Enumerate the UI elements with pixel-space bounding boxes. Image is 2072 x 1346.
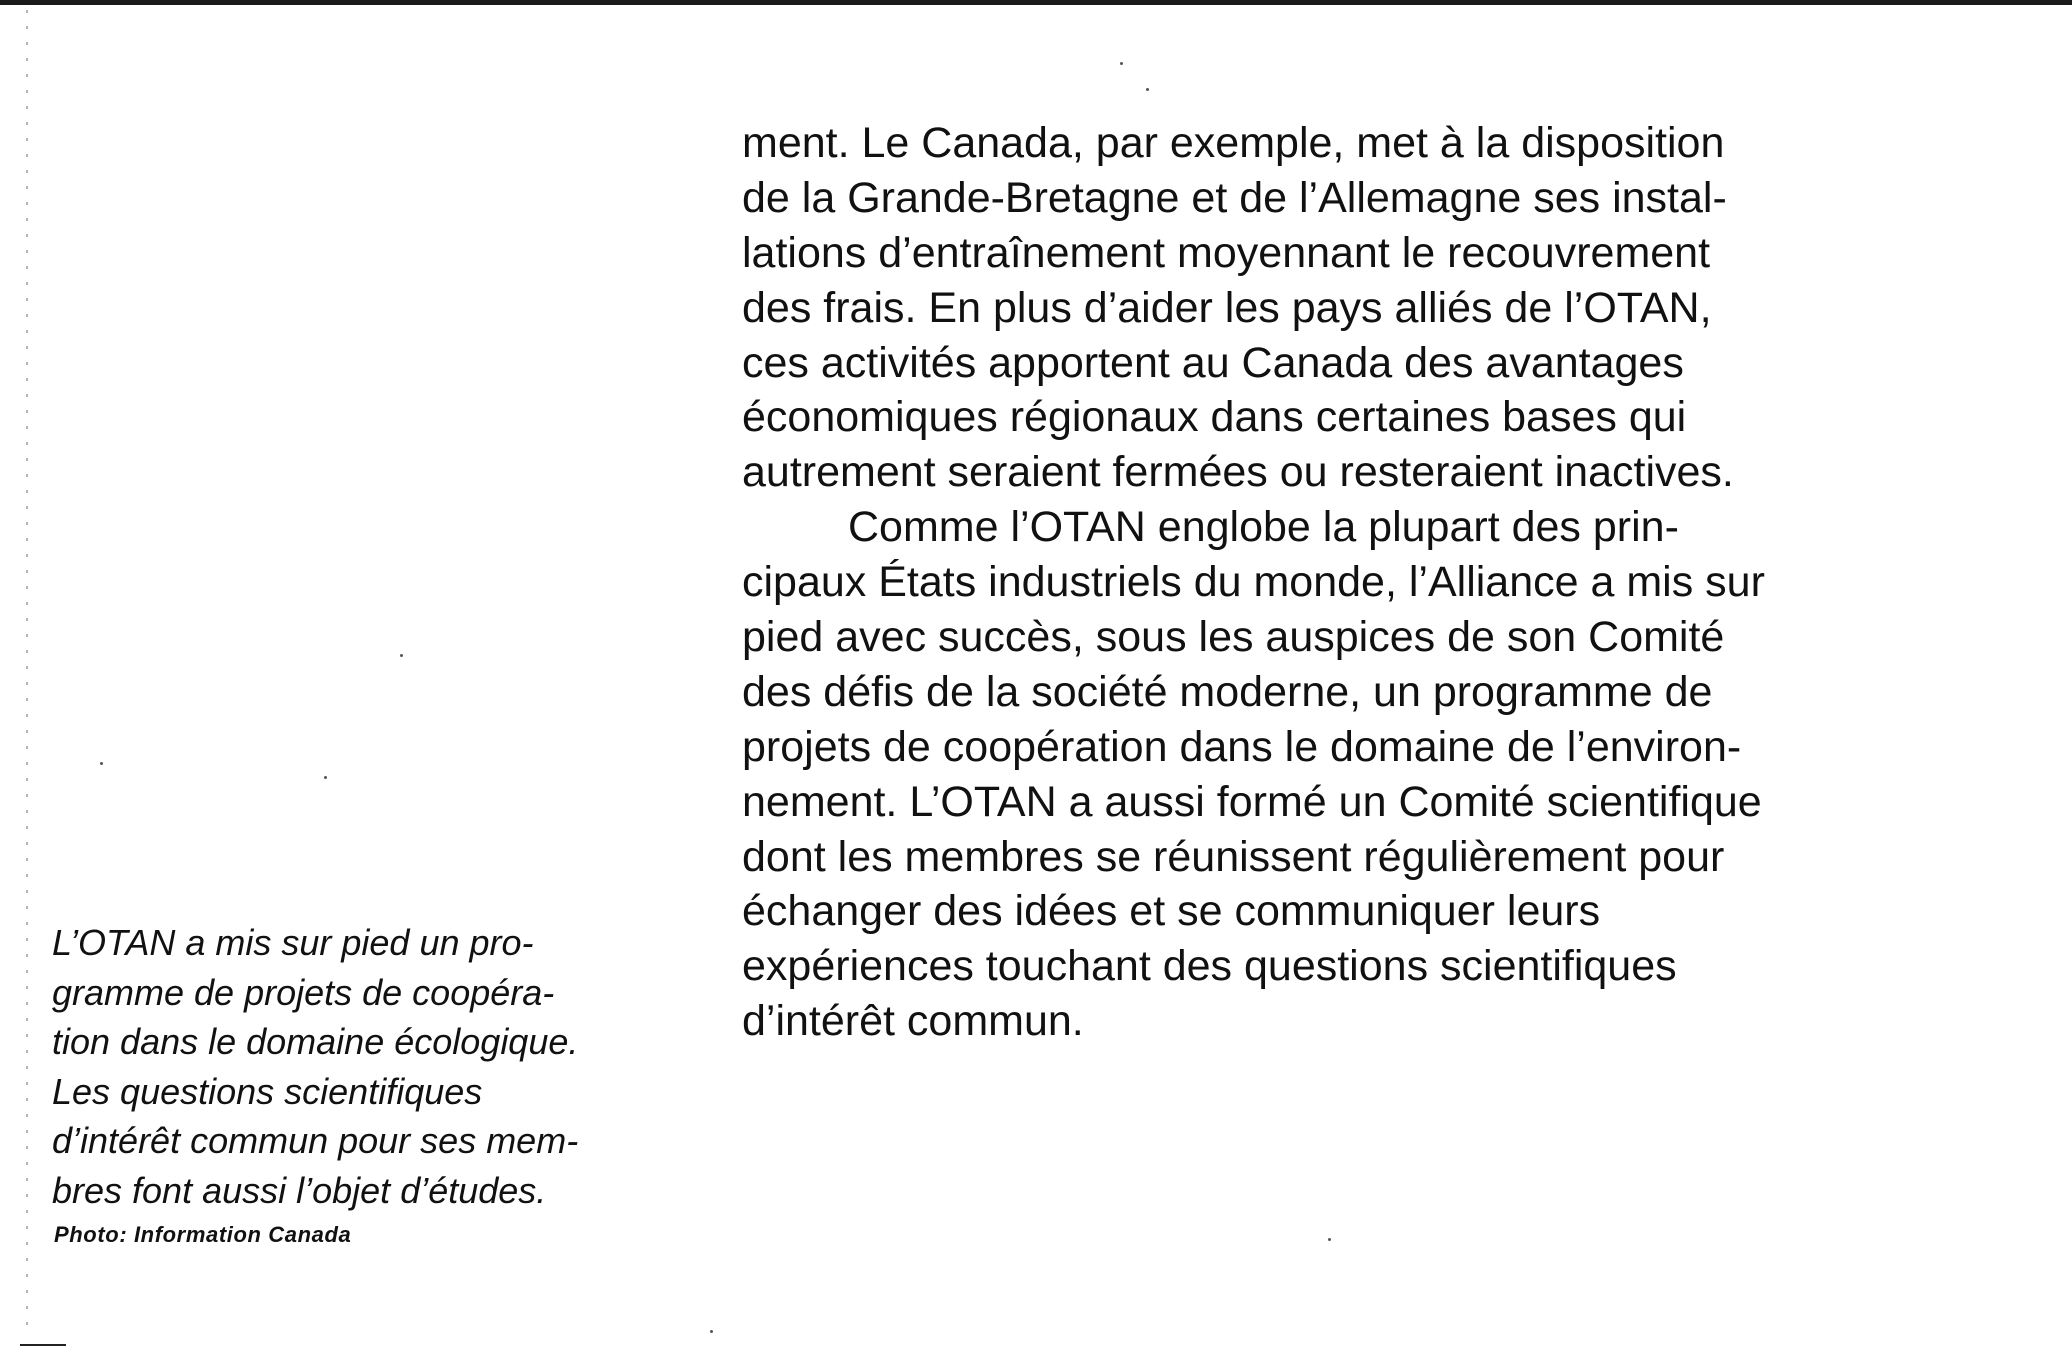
body-text-line: des frais. En plus d’aider les pays alliés de l’OTAN,	[742, 283, 1712, 332]
body-text-line: économiques régionaux dans certaines bases qui	[742, 393, 1687, 442]
body-text-line: échanger des idées et se communiquer leurs	[742, 887, 1601, 936]
scan-speck	[1328, 1238, 1331, 1241]
caption-line: Les questions scientifiques	[52, 1070, 483, 1112]
body-text-line: pied avec succès, sous les auspices de son Comité	[742, 613, 1725, 662]
body-text-line: lations d’entraînement moyennant le recouvrement	[742, 228, 1711, 277]
body-text-line: cipaux États industriels du monde, l’Alliance a mis sur	[742, 558, 1765, 607]
scan-speck	[324, 776, 327, 779]
body-text-line: des défis de la société moderne, un programme de	[742, 667, 1713, 716]
scan-speck	[1120, 62, 1123, 65]
body-text-line: projets de coopération dans le domaine de l’environ-	[742, 722, 1742, 771]
body-text-line: expériences touchant des questions scientifiques	[742, 942, 1677, 991]
paragraph-start-line: Comme l’OTAN englobe la plupart des prin-	[848, 503, 1679, 552]
body-text-line: ces activités apportent au Canada des avantages	[742, 338, 1684, 387]
body-text-column	[742, 116, 2042, 1049]
caption-line: d’intérêt commun pour ses mem-	[52, 1120, 579, 1162]
scan-speck	[400, 654, 403, 657]
caption-line: L’OTAN a mis sur pied un pro-	[52, 922, 534, 963]
scan-speck	[100, 762, 103, 765]
body-text-line: autrement seraient fermées ou resteraient inactives.	[742, 448, 1734, 497]
caption-line: gramme de projets de coopéra-	[52, 971, 555, 1013]
caption-line: tion dans le domaine écologique.	[52, 1021, 579, 1063]
body-text-line: dont les membres se réunissent régulièrement pour	[742, 832, 1725, 881]
body-text-line: ment. Le Canada, par exemple, met à la disposition	[742, 119, 1725, 167]
photo-credit: Photo: Information Canada	[54, 1222, 352, 1247]
scan-speck	[1146, 88, 1149, 91]
caption-line: bres font aussi l’objet d’études.	[52, 1169, 547, 1211]
left-margin-marks	[26, 10, 28, 1330]
photo-caption	[52, 918, 732, 1216]
body-text-line: d’intérêt commun.	[742, 997, 1084, 1046]
body-text-line: de la Grande-Bretagne et de l’Allemagne ses instal-	[742, 173, 1727, 222]
scan-speck	[710, 1330, 713, 1333]
top-rule	[0, 0, 2072, 5]
body-text-line: nement. L’OTAN a aussi formé un Comité scientifique	[742, 777, 1762, 826]
